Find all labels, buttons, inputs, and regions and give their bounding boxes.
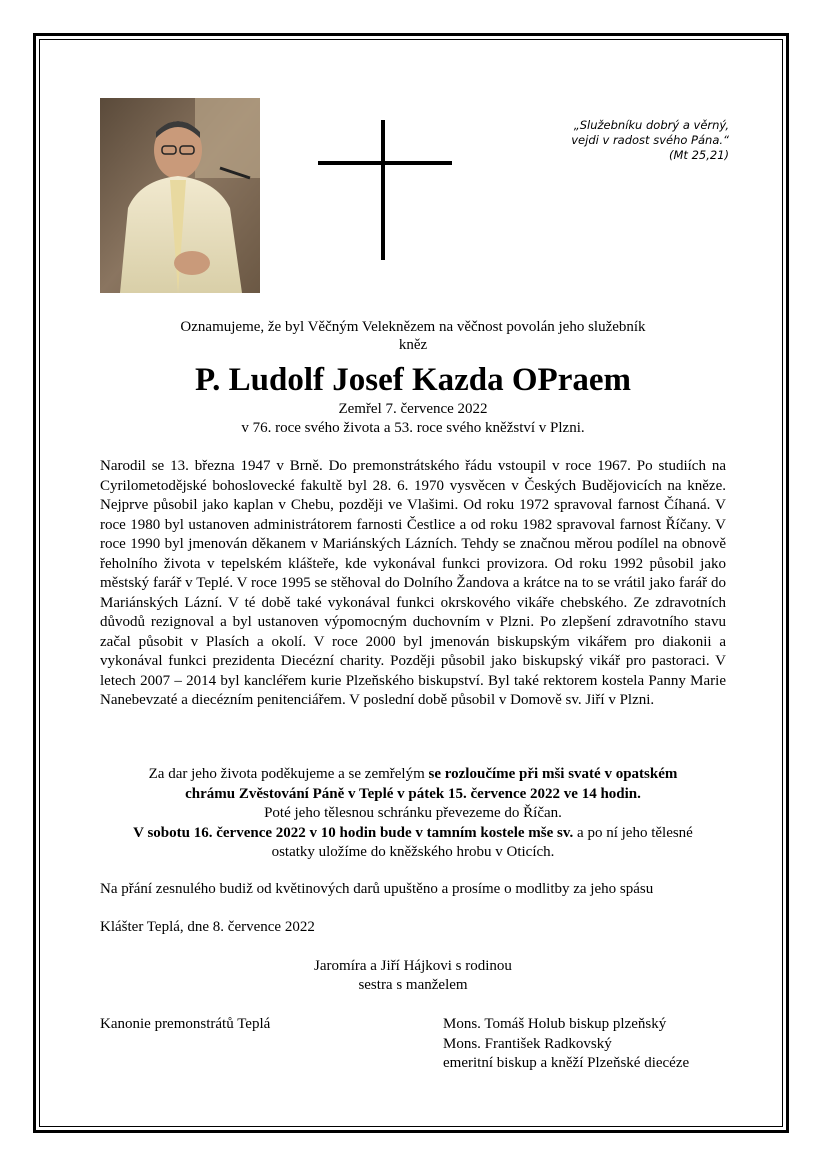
signature-left: Kanonie premonstrátů Teplá (100, 1016, 271, 1032)
funeral-text-4: a po ní jeho tělesné (573, 824, 693, 841)
signature-right-3: emeritní biskup a kněží Plzeňské diecéze (443, 1055, 690, 1071)
family-line-2: sestra s manželem (358, 977, 468, 993)
death-age: v 76. roce svého života a 53. roce svého kněžství v Plzni. (241, 420, 585, 436)
bible-quote (509, 118, 729, 163)
signature-right-1: Mons. Tomáš Holub biskup plzeňský (443, 1016, 667, 1032)
announcement-line-2: kněz (398, 337, 428, 353)
funeral-line-3: Poté jeho tělesnou schránku převezeme do Říčan. (264, 805, 562, 821)
death-date: Zemřel 7. července 2022 (338, 401, 488, 417)
deceased-name: P. Ludolf Josef Kazda OPraem (194, 362, 631, 398)
funeral-line-2 (100, 785, 726, 805)
family-mourners (100, 957, 726, 995)
biography: Narodil se 13. března 1947 v Brně. Do premonstrátského řádu vstoupil v roce 1967. Po studiích na Cyrilometodějské bohoslovecké fakultě byl 28. 6. 1970 vysvěcen v Českých Budějovicích na kněze. Nejprve působil jako kaplan v Chebu, později ve Vlašimi. Od roku 1972 spravoval farnost Číhaná. V roce 1980 byl ustanoven administrátorem farnosti Čestlice a od roku 1982 spravoval farnost Říčany. V roce 1990 byl jmenován děkanem v Mariánských Lázních. Tehdy se značnou měrou podílel na obnově řeholního života v tepelském klášteře, kde vykonával funkci provizora. Od roku 1992 působil jako městský farář v Teplé. V roce 1995 se stěhoval do Dolního Žandova a krátce na to se vrátil jako farář do Mariánských Lázní. V té době také vykonával funkci okrskového vikáře chebského. Ze zdravotních důvodů rezignoval a byl ustanoven výpomocným duchovním v Plzni. Po zlepšení zdravotního stavu začal působit v Plasích a okolí. V roce 2000 byl jmenován biskupským vikářem pro diakonii a vykonával funkci prezidenta Diecézní charity. Později působil jako biskupský vikář pro pastoraci. V letech 2007 – 2014 byl kancléřem kurie Plzeňského biskupství. Byl také rektorem kostela Panny Marie Nanebevzaté a diecézním penitenciářem. V poslední době působil v Domově sv. Jiří v Plzni. (100, 458, 726, 708)
funeral-line-1 (100, 765, 726, 785)
quote-line-2: vejdi v radost svého Pána.“ (571, 133, 729, 147)
signature-right (443, 1015, 689, 1074)
funeral-line-4 (100, 824, 726, 844)
place-date: Klášter Teplá, dne 8. července 2022 (100, 919, 315, 935)
cross-icon (318, 120, 452, 260)
quote-reference: (Mt 25,21) (669, 148, 729, 162)
priest-photo (100, 98, 260, 293)
announcement-line-1: Oznamujeme, že byl Věčným Veleknězem na věčnost povolán jeho služebník (180, 319, 646, 335)
flowers-request: Na přání zesnulého budiž od květinových darů upuštěno a prosíme o modlitby za jeho spásu (100, 881, 654, 897)
signature-right-2: Mons. František Radkovský (443, 1035, 612, 1052)
funeral-line-5: ostatky uložíme do kněžského hrobu v Oticích. (271, 844, 555, 860)
funeral-text-1-bold: se rozloučíme při mši svaté v opatském (428, 766, 678, 782)
family-line-1: Jaromíra a Jiří Hájkovi s rodinou (314, 958, 512, 974)
funeral-info (100, 765, 726, 863)
announcement (100, 318, 726, 354)
funeral-text-2-bold: chrámu Zvěstování Páně v Teplé v pátek 15. července 2022 ve 14 hodin. (185, 785, 641, 802)
death-info (100, 400, 726, 438)
quote-line-1: „Služebníku dobrý a věrný, (573, 118, 729, 132)
funeral-text-4-bold: V sobotu 16. července 2022 v 10 hodin bude v tamním kostele mše sv. (133, 824, 574, 841)
funeral-text-1: Za dar jeho života poděkujeme a se zemřelým (148, 766, 429, 782)
